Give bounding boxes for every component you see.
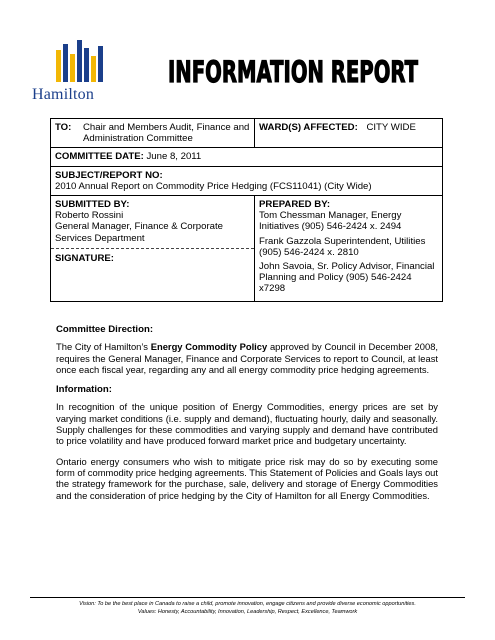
footer-values: Values: Honesty, Accountability, Innovation, Leadership, Respect, Excellence, Teamwork bbox=[137, 609, 358, 616]
to-label: TO: bbox=[55, 122, 72, 133]
prepared-by-1: Tom Chessman Manager, Energy Initiatives (905) 546-2424 x. 2494 bbox=[259, 210, 402, 233]
direction-heading: Committee Direction: bbox=[56, 324, 154, 335]
information-paragraph-1: In recognition of the unique position of Energy Commodities, energy prices are set by varying market conditions (i.e. supply and demand), fluctuating hourly, daily and seasonally. Supply challenges for these commodities and varying supply and demand have contributed to price volatility and have produced forward market price and budgetary uncertainty. bbox=[56, 401, 438, 447]
direction-paragraph: The City of Hamilton’s Energy Commodity Policy approved by Council in December 2008, requires the General Manager, Finance and Corporate Services to report to Council, at least once each fiscal year, regarding any and all energy commodity price hedging agreements. bbox=[56, 341, 439, 375]
logo-wordmark: Hamilton bbox=[32, 86, 95, 103]
submitted-cell bbox=[51, 196, 255, 302]
information-paragraph-2: Ontario energy consumers who wish to mitigate price risk may do so by executing some form of commodity price hedging agreements. This Statement of Policies and Goals lays out the strategy framework for the purchase, sale, delivery and storage of Energy Commodities and the consideration of price hedging by the City of Hamilton for all Energy Commodities. bbox=[56, 455, 438, 501]
ward-label: WARD(S) AFFECTED: bbox=[259, 122, 358, 133]
submitted-label: SUBMITTED BY: bbox=[55, 199, 130, 211]
footer bbox=[20, 600, 475, 616]
submitted-name: Roberto Rossini bbox=[55, 210, 124, 222]
prepared-by-2: Frank Gazzola Superintendent, Utilities (905) 546-2424 x. 2810 bbox=[259, 235, 426, 258]
report-body bbox=[56, 324, 438, 510]
report-header-table bbox=[50, 118, 443, 302]
signature-label: SIGNATURE: bbox=[55, 252, 114, 264]
submitted-title: General Manager, Finance & Corporate Services Department bbox=[55, 221, 223, 244]
subject-label: SUBJECT/REPORT NO: bbox=[55, 169, 163, 181]
footer-vision: Vision: To be the best place in Canada to raise a child, promote innovation, engage citizens and provide diverse economic opportunities. bbox=[79, 601, 416, 607]
prepared-cell bbox=[255, 196, 443, 302]
prepared-label: PREPARED BY: bbox=[259, 199, 331, 211]
ward-value: CITY WIDE bbox=[366, 122, 416, 133]
policy-name: Energy Commodity Policy bbox=[150, 341, 268, 353]
committee-date-cell bbox=[51, 148, 443, 166]
prepared-by-3: John Savoia, Sr. Policy Advisor, Financial Planning and Policy (905) 546-2424 x7298 bbox=[259, 261, 435, 295]
report-title-text: INFORMATION REPORT bbox=[168, 55, 419, 89]
committee-date-label: COMMITTEE DATE: bbox=[55, 151, 144, 163]
subject-value: 2010 Annual Report on Commodity Price Hedging (FCS11041) (City Wide) bbox=[55, 180, 372, 192]
report-title bbox=[163, 44, 423, 92]
to-value: Chair and Members Audit, Finance and Administration Committee bbox=[83, 122, 250, 145]
committee-date-value: June 8, 2011 bbox=[146, 151, 202, 163]
to-cell bbox=[51, 119, 255, 148]
divider bbox=[51, 248, 254, 249]
ward-cell bbox=[255, 119, 443, 148]
information-heading: Information: bbox=[56, 384, 112, 396]
subject-cell bbox=[51, 166, 443, 195]
footer-divider bbox=[30, 597, 465, 598]
